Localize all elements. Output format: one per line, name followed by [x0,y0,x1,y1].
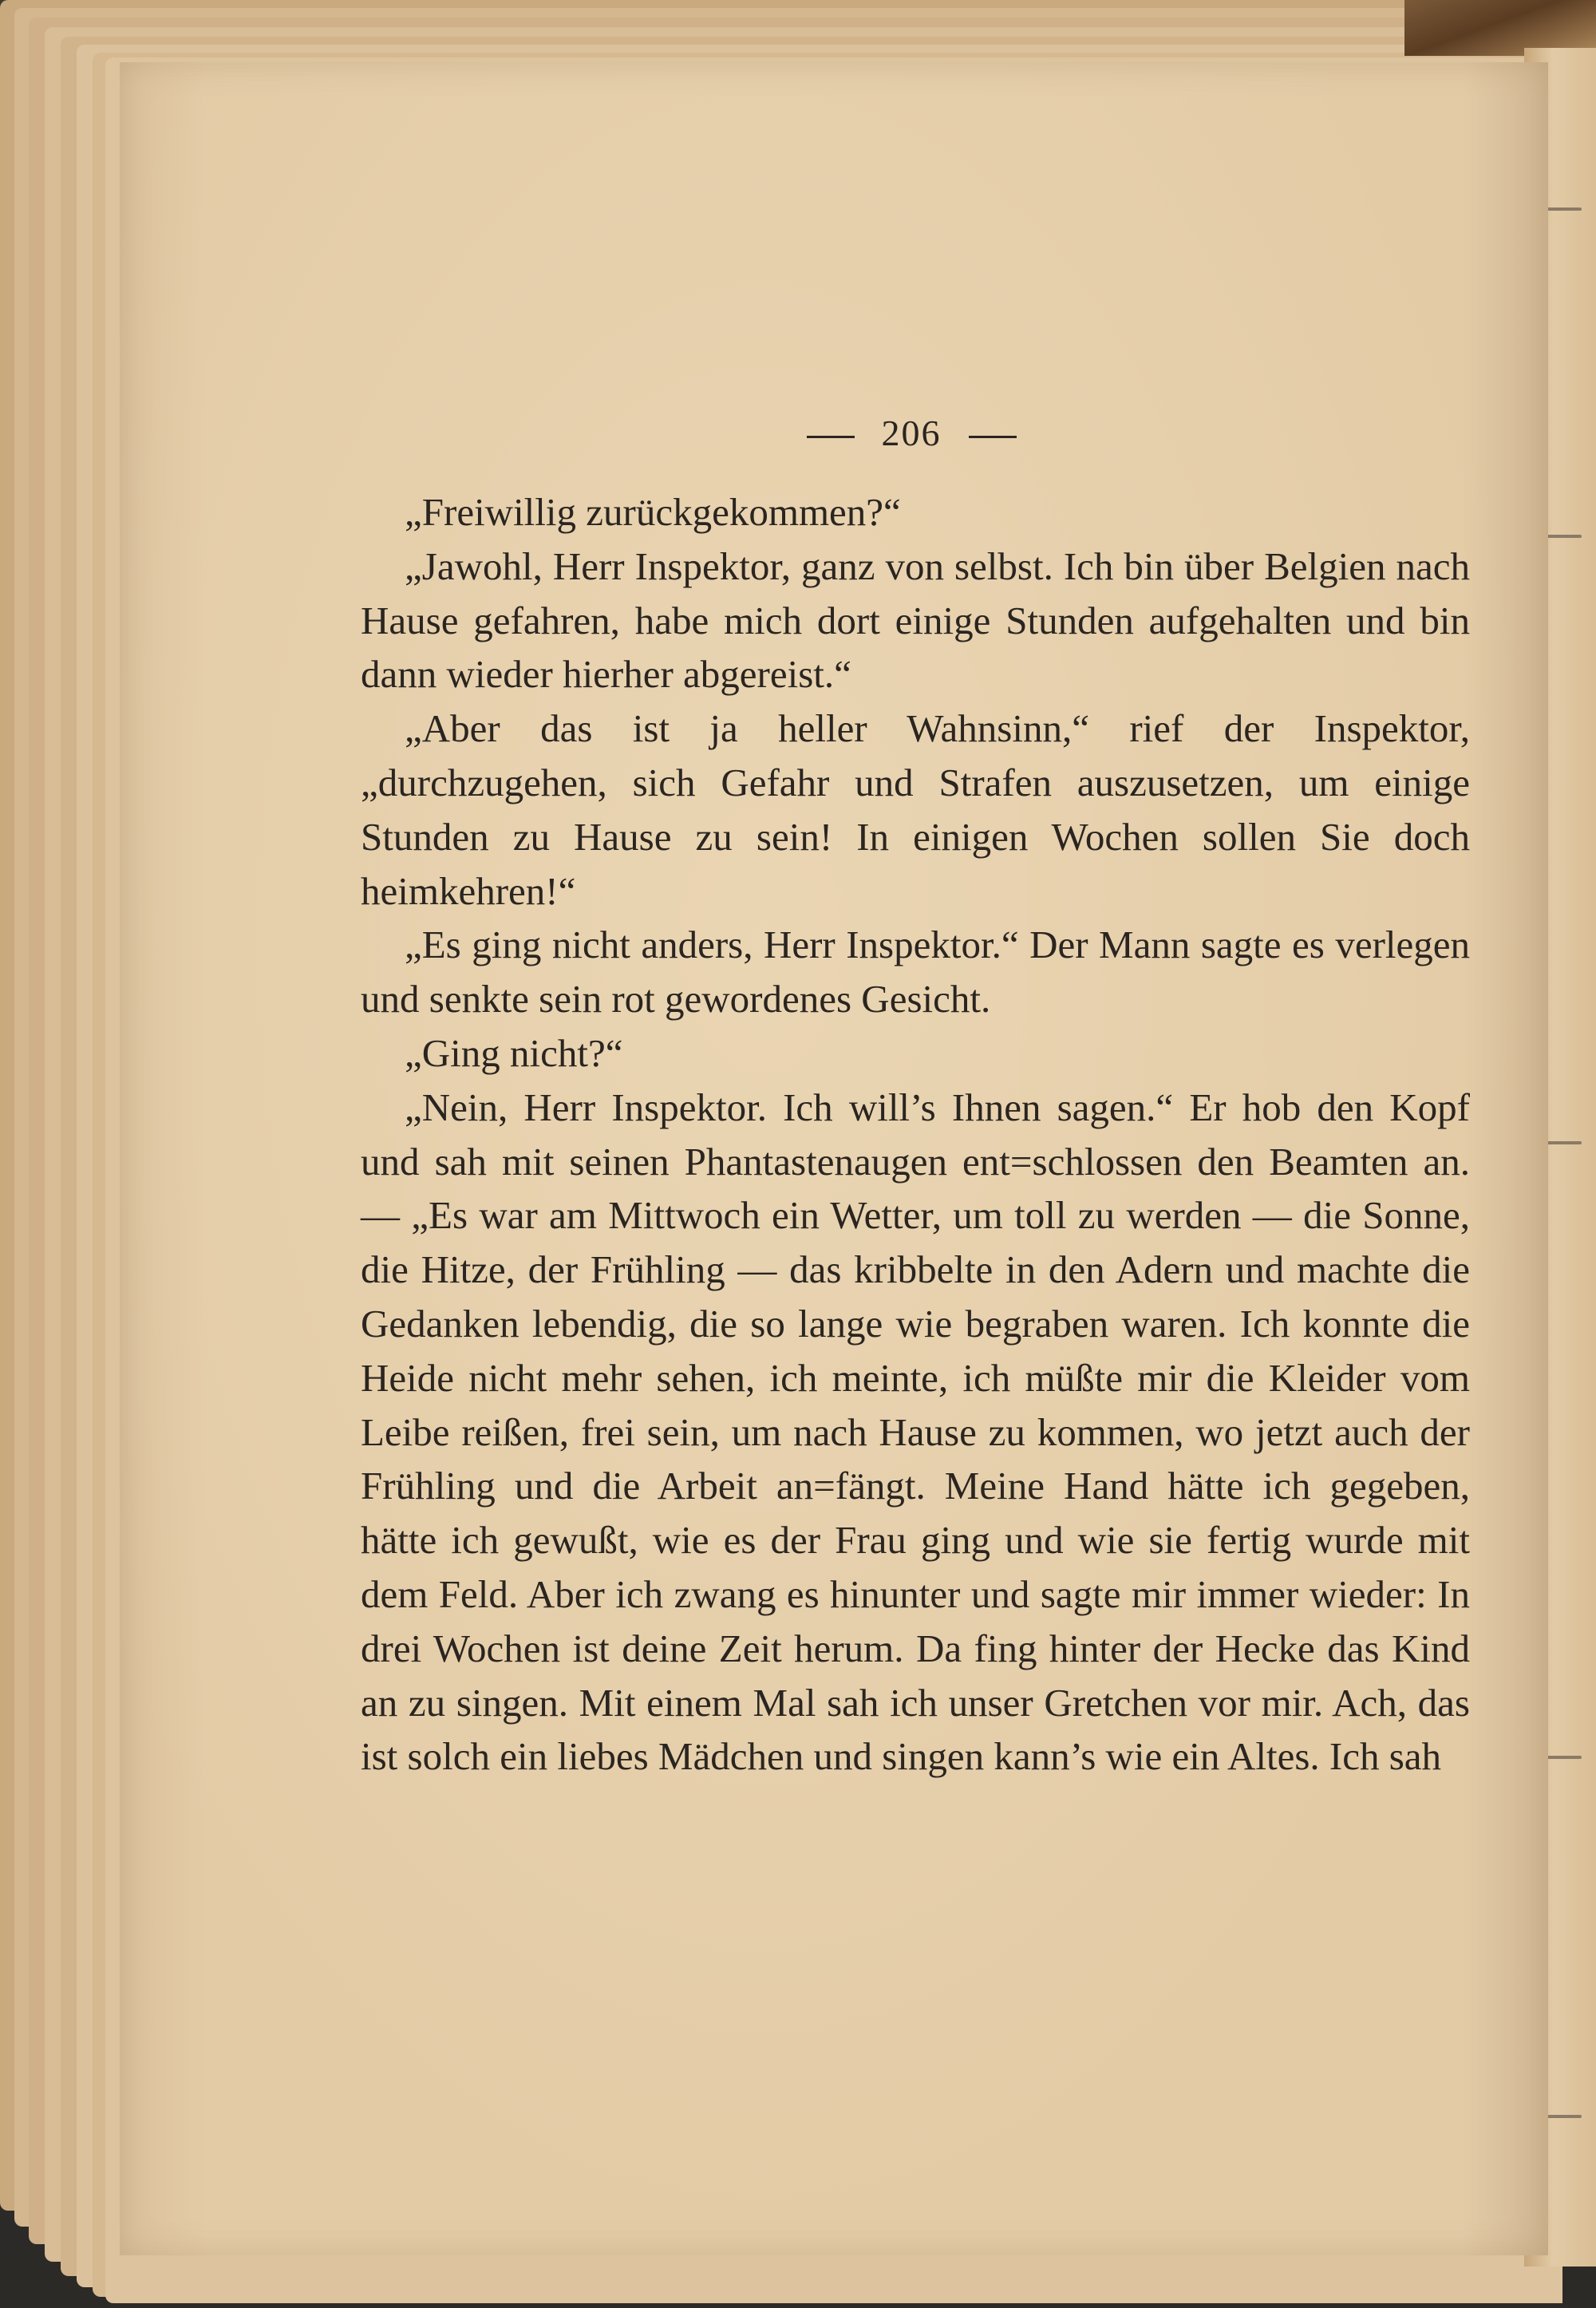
paragraph: „Ging nicht?“ [405,1030,623,1075]
body-text [361,485,1470,1784]
paragraph: „Es ging nicht anders, Herr Inspektor.“ Der Mann sagte es verlegen und senkte sein rot gewordenes Gesicht. [361,923,1470,1022]
dash-left [807,436,855,438]
dash-right [969,436,1017,438]
paragraph: „Nein, Herr Inspektor. Ich will’s Ihnen sagen.“ Er hob den Kopf und sah mit seinen Phantastenaugen ent=schlossen den Beamten an. — „Es war am Mittwoch ein Wetter, um toll zu werden — die Sonne, die Hitze, der Frühling — das kribbelte in den Adern und machte die Gedanken lebendig, die so lange wie begraben waren. Ich konnte die Heide nicht mehr sehen, ich meinte, ich müßte mir die Kleider vom Leibe reißen, frei sein, um nach Hause zu kommen, wo jetzt auch der Frühling und die Arbeit an=fängt. Meine Hand hätte ich gegeben, hätte ich gewußt, wie es der Frau ging und wie sie fertig wurde mit dem Feld. Aber ich zwang es hinunter und sagte mir immer wieder: In drei Wochen ist deine Zeit herum. Da fing hinter der Hecke das Kind an zu singen. Mit einem Mal sah ich unser Gretchen vor mir. Ach, das ist solch ein liebes Mädchen und singen kann’s wie ein Altes. Ich sah [361,1085,1470,1779]
page-number [361,412,1462,454]
paragraph: „Jawohl, Herr Inspektor, ganz von selbst. Ich bin über Belgien nach Hause gefahren, habe mich dort einige Stunden aufgehalten und bin dann wieder hierher abgereist.“ [361,543,1470,697]
book-page [120,62,1548,2255]
paragraph: „Freiwillig zurückgekommen?“ [405,490,901,534]
page-number-label: 206 [881,413,942,453]
paragraph: „Aber das ist ja heller Wahnsinn,“ rief der Inspektor, „durchzugehen, sich Gefahr und Strafen auszusetzen, um einige Stunden zu Hause zu sein! In einigen Wochen sollen Sie doch heimkehren!“ [361,706,1470,913]
